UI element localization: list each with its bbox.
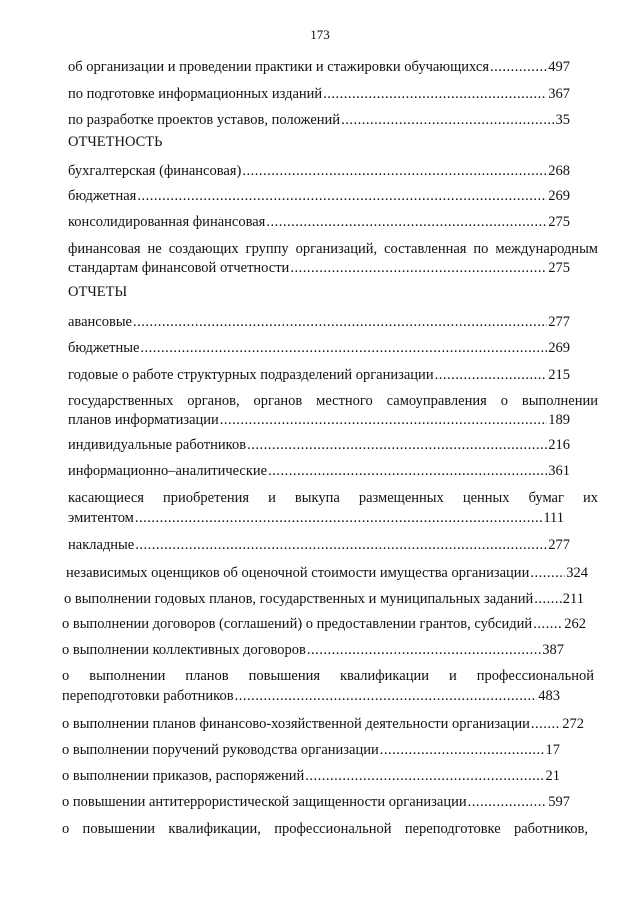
entry-page: 215 bbox=[548, 367, 570, 383]
leader-dots bbox=[242, 163, 547, 180]
index-entry bbox=[68, 86, 570, 103]
index-entry bbox=[68, 112, 570, 129]
leader-dots bbox=[531, 716, 561, 733]
entry-text: планов информатизации bbox=[68, 412, 219, 428]
index-entry bbox=[62, 716, 584, 733]
index-entry bbox=[62, 688, 560, 705]
entry-page: 21 bbox=[545, 768, 560, 784]
entry-page: 262 bbox=[564, 616, 586, 632]
leader-dots bbox=[235, 688, 538, 705]
leader-dots bbox=[247, 437, 547, 454]
index-entry bbox=[66, 565, 588, 582]
entry-text: о выполнении годовых планов, государственных и муниципальных заданий bbox=[64, 591, 534, 607]
section-heading: ОТЧЕТНОСТЬ bbox=[68, 134, 163, 150]
entry-text: эмитентом bbox=[68, 510, 134, 526]
entry-page: 597 bbox=[548, 794, 570, 810]
leader-dots bbox=[290, 260, 547, 277]
entry-text: стандартам финансовой отчетности bbox=[68, 260, 290, 276]
entry-text: о выполнении поручений руководства организации bbox=[62, 742, 379, 758]
index-entry bbox=[68, 214, 570, 231]
index-entry bbox=[68, 510, 564, 527]
entry-text: о выполнении договоров (соглашений) о предоставлении грантов, субсидий bbox=[62, 616, 533, 632]
entry-page: 268 bbox=[548, 163, 570, 179]
entry-text: авансовые bbox=[68, 314, 132, 330]
entry-text: индивидуальные работников bbox=[68, 437, 247, 453]
entry-text: бюджетная bbox=[68, 188, 137, 204]
entry-page: 324 bbox=[566, 565, 588, 581]
index-entry bbox=[64, 591, 584, 608]
entry-page: 272 bbox=[562, 716, 584, 732]
entry-page: 216 bbox=[548, 437, 570, 453]
entry-page: 277 bbox=[548, 537, 570, 553]
index-entry bbox=[68, 163, 570, 180]
leader-dots bbox=[490, 59, 547, 76]
section-heading: ОТЧЕТЫ bbox=[68, 284, 128, 300]
leader-dots bbox=[435, 367, 548, 384]
leader-dots bbox=[135, 510, 542, 527]
entry-text: независимых оценщиков об оценочной стоимости имущества организации bbox=[66, 565, 530, 581]
leader-dots bbox=[533, 616, 563, 633]
entry-page: 35 bbox=[555, 112, 570, 128]
entry-page: 361 bbox=[548, 463, 570, 479]
index-entry-line1: о выполнении планов повышения квалификации и профессиональной bbox=[62, 668, 594, 684]
entry-text: по разработке проектов уставов, положений bbox=[68, 112, 341, 128]
index-entry bbox=[62, 616, 586, 633]
leader-dots bbox=[133, 314, 547, 331]
entry-text: бюджетные bbox=[68, 340, 140, 356]
index-entry bbox=[68, 437, 570, 454]
entry-page: 275 bbox=[548, 260, 570, 276]
entry-text: о повышении антитеррористической защищенности организации bbox=[62, 794, 467, 810]
index-entry-line1: финансовая не создающих группу организаций, составленная по международным bbox=[68, 241, 598, 257]
index-entry bbox=[68, 463, 570, 480]
entry-text: о выполнении приказов, распоряжений bbox=[62, 768, 305, 784]
index-entry bbox=[68, 367, 570, 384]
entry-page: 275 bbox=[548, 214, 570, 230]
index-entry bbox=[68, 314, 570, 331]
entry-page: 367 bbox=[548, 86, 570, 102]
entry-page: 211 bbox=[562, 591, 584, 607]
index-entry bbox=[68, 537, 570, 554]
entry-page: 189 bbox=[548, 412, 570, 428]
entry-text: информационно–аналитические bbox=[68, 463, 268, 479]
leader-dots bbox=[468, 794, 548, 811]
entry-text: о выполнении коллективных договоров bbox=[62, 642, 306, 658]
leader-dots bbox=[307, 642, 541, 659]
index-entry bbox=[68, 188, 570, 205]
leader-dots bbox=[137, 188, 547, 205]
entry-text: бухгалтерская (финансовая) bbox=[68, 163, 242, 179]
index-entry bbox=[68, 412, 570, 429]
entry-text: накладные bbox=[68, 537, 135, 553]
leader-dots bbox=[534, 591, 562, 608]
entry-text: переподготовки работников bbox=[62, 688, 234, 704]
entry-page: 277 bbox=[548, 314, 570, 330]
leader-dots bbox=[323, 86, 547, 103]
index-entry bbox=[62, 794, 570, 811]
entry-page: 497 bbox=[548, 59, 570, 75]
entry-text: о выполнении планов финансово-хозяйственной деятельности организации bbox=[62, 716, 530, 732]
entry-page: 483 bbox=[538, 688, 560, 704]
index-entry bbox=[62, 642, 564, 659]
entry-text: консолидированная финансовая bbox=[68, 214, 266, 230]
leader-dots bbox=[140, 340, 547, 357]
leader-dots bbox=[135, 537, 547, 554]
entry-text: годовые о работе структурных подразделений организации bbox=[68, 367, 434, 383]
entry-text: по подготовке информационных изданий bbox=[68, 86, 323, 102]
index-entry-line1: о повышении квалификации, профессиональной переподготовке работников, bbox=[62, 821, 588, 837]
leader-dots bbox=[380, 742, 545, 759]
leader-dots bbox=[530, 565, 565, 582]
index-entry bbox=[62, 742, 560, 759]
index-entry-line1: касающиеся приобретения и выкупа размещенных ценных бумаг их bbox=[68, 490, 598, 506]
index-entry bbox=[68, 340, 570, 357]
index-entry bbox=[68, 59, 570, 76]
index-entry-line1: государственных органов, органов местного самоуправления о выполнении bbox=[68, 393, 598, 409]
entry-page: 387 bbox=[542, 642, 564, 658]
entry-page: 17 bbox=[545, 742, 560, 758]
leader-dots bbox=[341, 112, 554, 129]
leader-dots bbox=[220, 412, 547, 429]
index-entry bbox=[62, 768, 560, 785]
entry-page: 111 bbox=[543, 510, 564, 526]
leader-dots bbox=[305, 768, 544, 785]
index-entry bbox=[68, 260, 570, 277]
page-number: 173 bbox=[310, 27, 330, 42]
entry-text: об организации и проведении практики и стажировки обучающихся bbox=[68, 59, 489, 75]
entry-page: 269 bbox=[548, 340, 570, 356]
entry-page: 269 bbox=[548, 188, 570, 204]
leader-dots bbox=[268, 463, 547, 480]
leader-dots bbox=[266, 214, 547, 231]
